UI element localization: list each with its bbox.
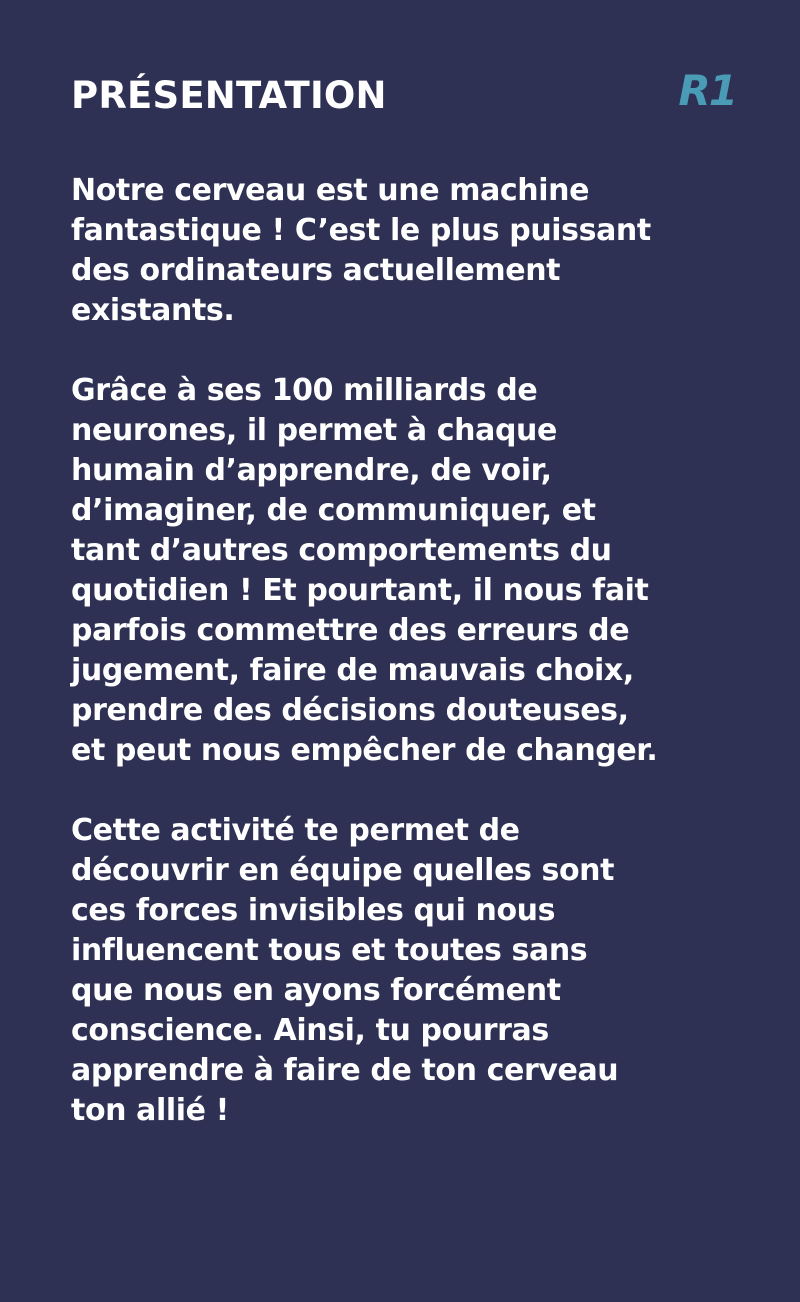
paragraph-line: existants.: [71, 293, 235, 328]
paragraph-intro: [71, 171, 736, 331]
section-badge: R1: [678, 66, 736, 115]
paragraph-line: Cette activité te permet de: [71, 813, 520, 848]
card-header: [71, 66, 736, 122]
paragraph-line: Notre cerveau est une machine: [71, 173, 590, 208]
paragraph-line: découvrir en équipe quelles sont: [71, 853, 615, 888]
paragraph-line: prendre des décisions douteuses,: [71, 693, 629, 728]
paragraph-line: ton allié !: [71, 1093, 229, 1128]
paragraph-line: quotidien ! Et pourtant, il nous fait: [71, 573, 649, 608]
paragraph-line: conscience. Ainsi, tu pourras: [71, 1013, 549, 1048]
paragraph-line: neurones, il permet à chaque: [71, 413, 557, 448]
paragraph-line: humain d’apprendre, de voir,: [71, 453, 552, 488]
paragraph-line: fantastique ! C’est le plus puissant: [71, 213, 651, 248]
paragraph-line: d’imaginer, de communiquer, et: [71, 493, 596, 528]
paragraph-line: tant d’autres comportements du: [71, 533, 612, 568]
paragraph-line: que nous en ayons forcément: [71, 973, 561, 1008]
paragraph-line: jugement, faire de mauvais choix,: [71, 653, 634, 688]
paragraph-line: ces forces invisibles qui nous: [71, 893, 556, 928]
paragraph-line: et peut nous empêcher de changer.: [71, 733, 658, 768]
page-title: PRÉSENTATION: [71, 74, 387, 117]
card-body: [71, 171, 736, 1171]
paragraph-activity: [71, 811, 736, 1131]
paragraph-line: des ordinateurs actuellement: [71, 253, 561, 288]
paragraph-line: influencent tous et toutes sans: [71, 933, 588, 968]
paragraph-line: parfois commettre des erreurs de: [71, 613, 630, 648]
paragraph-line: Grâce à ses 100 milliards de: [71, 373, 538, 408]
paragraph-line: apprendre à faire de ton cerveau: [71, 1053, 619, 1088]
paragraph-brain: [71, 371, 736, 771]
